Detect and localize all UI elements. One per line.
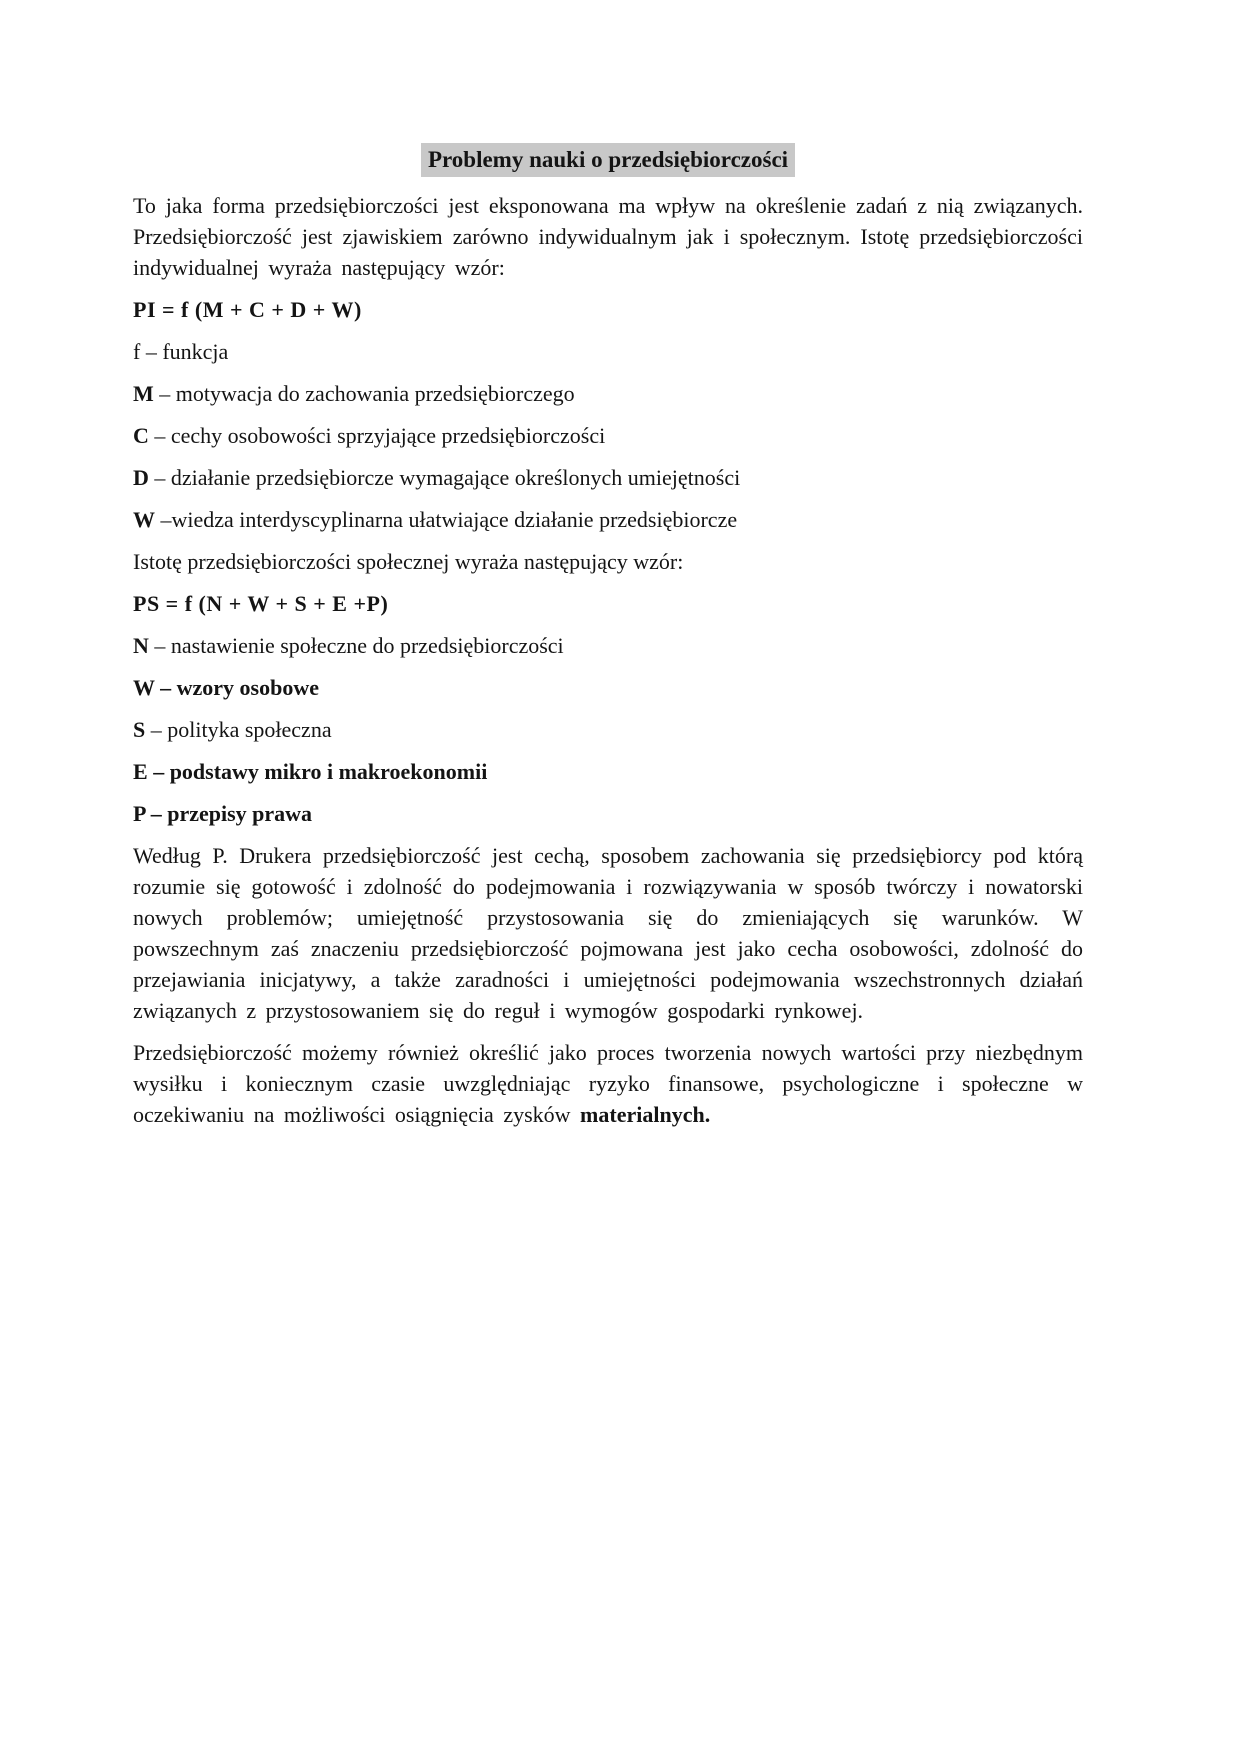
definition-item-s — [133, 714, 1083, 745]
definition-text: – cechy osobowości sprzyjające przedsiębiorczości — [154, 423, 606, 448]
definition-symbol: P — [133, 801, 146, 826]
title-row — [133, 143, 1083, 177]
definition-text: –wiedza interdyscyplinarna ułatwiające działanie przedsiębiorcze — [160, 507, 738, 532]
definition-item-d — [133, 462, 1083, 493]
definition-symbol: f — [133, 339, 141, 364]
drucker-paragraph: Według P. Drukera przedsiębiorczość jest cechą, sposobem zachowania się przedsiębiorcy pod którą rozumie się gotowość i zdolność do podejmowania i rozwiązywania w sposób twórczy i nowatorski nowych problemów; umiejętność przystosowania się do zmieniających się warunków. W powszechnym zaś znaczeniu przedsiębiorczość pojmowana jest jako cecha osobowości, zdolność do przejawiania inicjatywy, a także zaradności i umiejętności podejmowania wszechstronnych działań związanych z przystosowaniem się do reguł i wymogów gospodarki rynkowej. — [133, 843, 1083, 1023]
definition-text: – polityka społeczna — [150, 717, 332, 742]
definition-text: – przepisy prawa — [150, 801, 313, 826]
definition-symbol: N — [133, 633, 149, 658]
definition-text: – wzory osobowe — [160, 675, 319, 700]
definition-item-e — [133, 756, 1083, 787]
definition-symbol: E — [133, 759, 148, 784]
closing-paragraph-main: Przedsiębiorczość możemy również określić jako proces tworzenia nowych wartości przy niezbędnym wysiłku i koniecznym czasie uwzględniając ryzyko finansowe, psychologiczne i społeczne w oczekiwaniu na możliwości osiągnięcia zysków — [133, 1040, 1083, 1127]
definition-item-p — [133, 798, 1083, 829]
definition-item-f — [133, 336, 1083, 367]
formula-pi: PI = f (M + C + D + W) — [133, 297, 362, 322]
intro-paragraph: To jaka forma przedsiębiorczości jest eksponowana ma wpływ na określenie zadań z nią związanych. Przedsiębiorczość jest zjawiskiem zarówno indywidualnym jak i społecznym. Istotę przedsiębiorczości indywidualnej wyraża następujący wzór: — [133, 193, 1083, 280]
definition-symbol: S — [133, 717, 146, 742]
definition-symbol: W — [133, 507, 155, 532]
definition-symbol: M — [133, 381, 154, 406]
definition-symbol: C — [133, 423, 149, 448]
definition-item-n — [133, 630, 1083, 661]
definition-text: – motywacja do zachowania przedsiębiorczego — [159, 381, 575, 406]
definition-item-m — [133, 378, 1083, 409]
definition-text: – funkcja — [145, 339, 229, 364]
definition-text: – podstawy mikro i makroekonomii — [153, 759, 488, 784]
definition-text: – działanie przedsiębiorcze wymagające określonych umiejętności — [154, 465, 741, 490]
definition-item-w2 — [133, 672, 1083, 703]
definition-symbol: W — [133, 675, 155, 700]
lead-paragraph-social: Istotę przedsiębiorczości społecznej wyraża następujący wzór: — [133, 549, 684, 574]
closing-paragraph-bold: materialnych. — [580, 1102, 711, 1127]
page-title: Problemy nauki o przedsiębiorczości — [421, 143, 795, 177]
definition-item-c — [133, 420, 1083, 451]
closing-paragraph — [133, 1037, 1083, 1130]
definition-text: – nastawienie społeczne do przedsiębiorczości — [154, 633, 564, 658]
definition-item-w1 — [133, 504, 1083, 535]
formula-ps: PS = f (N + W + S + E +P) — [133, 591, 389, 616]
definition-symbol: D — [133, 465, 149, 490]
